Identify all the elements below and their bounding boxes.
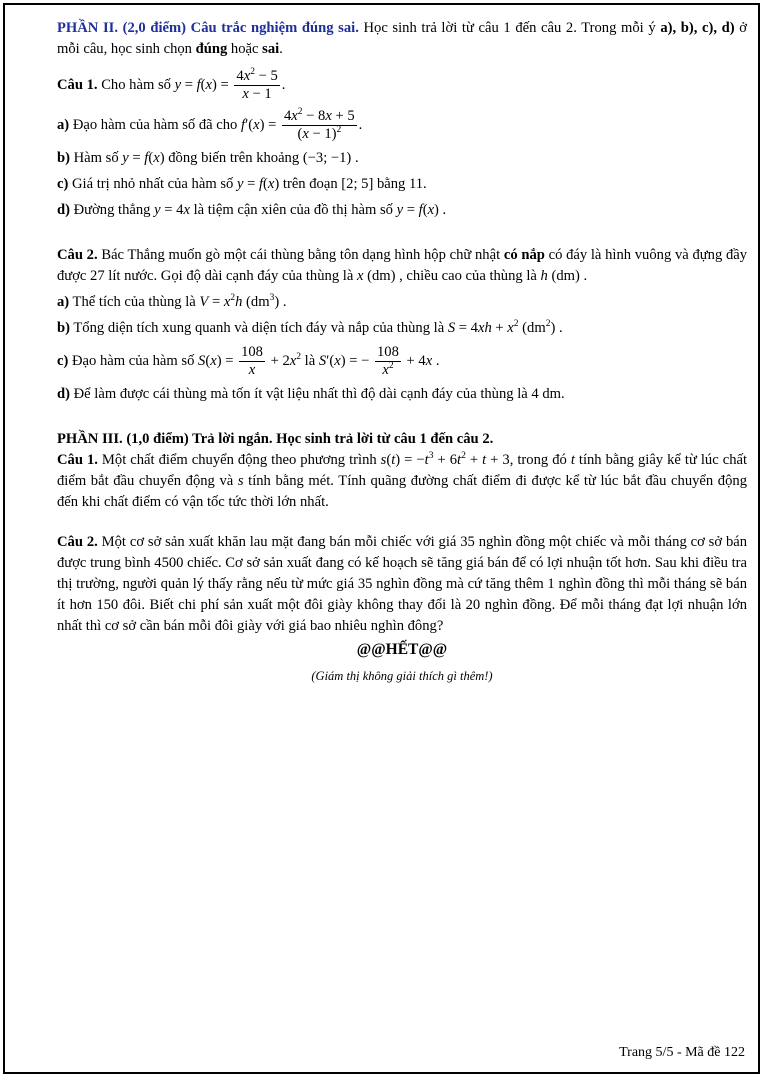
page-footer: Trang 5/5 - Mã đề 122 bbox=[619, 1045, 745, 1060]
question-text: tính bằng mét. Tính quãng đường chất điểm đi được kể từ lúc bắt đầu chuyển động đến khi chất điểm có vận tốc tức thời lớn nhất. bbox=[57, 473, 747, 510]
part2-q1-a: a) Đạo hàm của hàm số đã cho f′(x) = $\frac{4x^2 - 8x + 5}{(x - 1)^2}$ . bbox=[57, 107, 363, 142]
fraction-formula: $\frac{4x^2 - 8x + 5}{(x - 1)^2}$ bbox=[284, 107, 355, 142]
question-text: (dm) , chiều cao của thùng là bbox=[363, 268, 541, 284]
option-text: trên đoạn bbox=[279, 176, 342, 192]
option-label: a) bbox=[57, 294, 70, 310]
end-mark: @@HẾT@@ bbox=[356, 641, 448, 658]
question-label: Câu 1. bbox=[57, 452, 98, 468]
proctor-note: (Giám thị không giải thích gì thêm!) bbox=[311, 669, 493, 683]
option-text: bằng 11. bbox=[373, 176, 427, 192]
question-text: Bác Thắng muốn gò một cái thùng bằng tôn dạng hình hộp chữ nhật bbox=[97, 247, 504, 263]
option-text: đồng biến trên khoảng bbox=[164, 150, 303, 166]
question-text: Một chất điểm chuyển động theo phương trình bbox=[97, 452, 381, 468]
option-text: Hàm số bbox=[69, 150, 123, 166]
part2-intro: PHẦN II. (2,0 điểm) Câu trắc nghiệm đúng sai. Học sinh trả lời từ câu 1 đến câu 2. Trong mỗi ý a), b), c), d) ở mỗi câu, học sinh chọn đúng hoặc sai. bbox=[57, 20, 747, 57]
question-label: Câu 2. bbox=[57, 247, 98, 263]
question-text: Một cơ sở sản xuất khăn lau mặt đang bán mỗi chiếc với giá 35 nghìn đồng một chiếc và mỗi tháng cơ sở bán được trung bình 4500 chiếc. Cơ sở sản xuất đang có kế hoạch sẽ tăng giá bán để có lợi nhuận tốt hơn. Sau khi điều tra thị trường, người quản lý thấy rằng nếu từ mức giá 35 nghìn đồng mà cứ tăng thêm 1 nghìn đồng thì mỗi tháng sẽ bán ít hơn 150 đôi. Biết chi phí sản xuất một đôi giày không thay đổi là 20 nghìn đồng. Để mỗi tháng đạt lợi nhuận lớn nhất thì cơ sở cần bán mỗi đôi giày với giá bao nhiêu nghìn đông? bbox=[57, 534, 748, 634]
option-label: b) bbox=[57, 150, 70, 166]
option-text: Tổng diện tích xung quanh và diện tích đáy và nắp của thùng là bbox=[69, 320, 448, 336]
question-text: tính bằng giây kể từ lúc chất điểm bắt đầu chuyển động và bbox=[57, 452, 748, 489]
option-label: b) bbox=[57, 320, 70, 336]
option-text: Thể tích của thùng là bbox=[69, 294, 200, 310]
part2-q1-b: b) Hàm số y = f(x) đồng biến trên khoảng (−3; −1) . bbox=[57, 150, 359, 166]
part3-title: PHẦN III. (1,0 điểm) Trả lời ngắn. Học sinh trả lời từ câu 1 đến câu 2. bbox=[57, 431, 494, 447]
option-label: d) bbox=[57, 386, 70, 402]
option-label: c) bbox=[57, 176, 69, 192]
part2-q1-d: d) Đường thẳng y = 4x là tiệm cận xiên của đồ thị hàm số y = f(x) . bbox=[57, 202, 447, 218]
option-text: Giá trị nhỏ nhất của hàm số bbox=[68, 176, 237, 192]
question-text: , trong đó bbox=[509, 452, 571, 468]
part2-title: PHẦN II. (2,0 điểm) Câu trắc nghiệm đúng sai. bbox=[57, 20, 359, 36]
part2-intro-text2: ở mỗi câu, học sinh chọn bbox=[57, 20, 747, 57]
question-label: Câu 2. bbox=[57, 534, 98, 550]
option-label: a) bbox=[57, 116, 70, 133]
part3-q1: Câu 1. Một chất điểm chuyển động theo phương trình $s(t) = -t^3 + 6t^2 + t + 3$, trong đó t tính bằng giây kể từ lúc chất điểm bắt đầu chuyển động và s tính bằng mét. Tính quãng đường chất điểm đi được kể từ lúc bắt đầu chuyển động đến khi chất điểm có vận tốc tức thời lớn nhất. bbox=[57, 451, 748, 510]
question-text: (dm) . bbox=[547, 268, 588, 284]
part2-q2-c: c) Đạo hàm của hàm số S(x) = $\frac{108}{x}$ + $2x^2$ là S′(x) = − $\frac{108}{x^2}$ + 4x . bbox=[57, 344, 440, 378]
option-text: Đạo hàm của hàm số bbox=[68, 352, 199, 369]
part2-intro-text: Học sinh trả lời từ câu 1 đến câu 2. Trong mỗi ý bbox=[358, 20, 661, 36]
part2-intro-text3: hoặc bbox=[227, 41, 263, 57]
option-text: là tiệm cận xiên của đồ thị hàm số bbox=[189, 202, 397, 218]
question-text: Cho hàm số bbox=[97, 76, 175, 93]
option-text: Để làm được cái thùng mà tốn ít vật liệu nhất thì độ dài cạnh đáy của thùng là 4 dm. bbox=[69, 386, 565, 402]
fraction-formula: $\frac{108}{x}$ bbox=[241, 344, 263, 378]
part2-q1-c: c) Giá trị nhỏ nhất của hàm số y = f(x) trên đoạn [2; 5] bằng 11. bbox=[57, 176, 427, 192]
fraction-formula: $\frac{4x^2 - 5}{x - 1}$ bbox=[236, 67, 278, 102]
part2-intro-true: đúng bbox=[195, 41, 228, 57]
option-text: Đạo hàm của hàm số đã cho bbox=[69, 116, 241, 133]
part2-intro-false: sai bbox=[262, 41, 280, 57]
part2-q2-a: a) Thể tích của thùng là $V = x^2h$ $(dm^3)$ . bbox=[57, 293, 287, 310]
part3-q2 bbox=[57, 532, 747, 637]
question-text-bold: có nắp bbox=[503, 247, 545, 263]
question-text: có đáy là hình vuông và đựng đầy được 27 lít nước. Gọi độ dài cạnh đáy của thùng là bbox=[57, 247, 748, 284]
question-label: Câu 1. bbox=[57, 76, 98, 93]
fraction-formula: $\frac{108}{x^2}$ bbox=[377, 344, 399, 378]
option-text: là bbox=[301, 352, 319, 369]
part2-q2-b: b) Tổng diện tích xung quanh và diện tích đáy và nắp của thùng là $S = 4xh + x^2$ $(dm^2)$ . bbox=[57, 319, 563, 336]
part2-intro-options: a), b), c), d) bbox=[660, 20, 735, 36]
page-content bbox=[57, 18, 747, 687]
option-label: c) bbox=[57, 352, 69, 369]
option-label: d) bbox=[57, 202, 70, 218]
part2-q2-d bbox=[57, 384, 747, 405]
part2-q2-stem: Câu 2. Bác Thắng muốn gò một cái thùng bằng tôn dạng hình hộp chữ nhật có nắp có đáy là hình vuông và đựng đầy được 27 lít nước. Gọi độ dài cạnh đáy của thùng là x (dm) , chiều cao của thùng là h (dm) . bbox=[57, 247, 748, 284]
option-text: Đường thẳng bbox=[69, 202, 155, 218]
part2-q1-stem: Câu 1. Cho hàm số y = f(x) = $\frac{4x^2 - 5}{x - 1}$ . bbox=[57, 67, 286, 102]
